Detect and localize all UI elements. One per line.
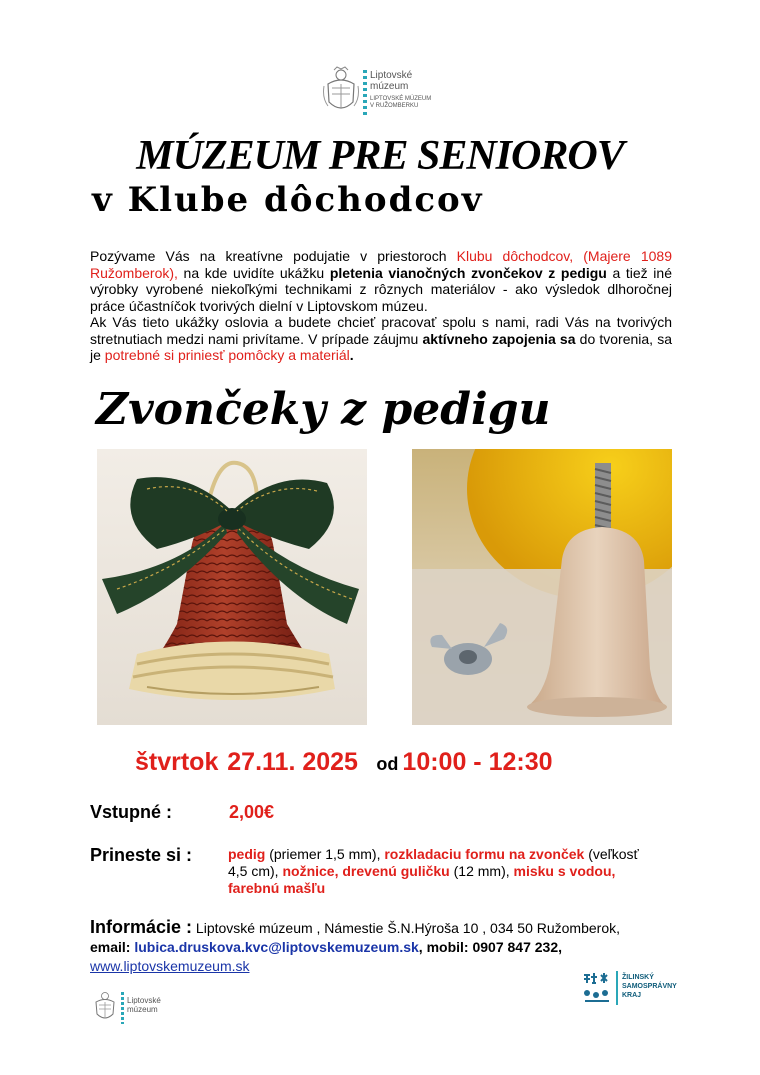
main-title: MÚZEUM PRE SENIOROV <box>136 133 624 179</box>
museum-logo-bottom <box>92 990 182 1030</box>
bring-item-scissors: nožnice, drevenú guličku <box>282 863 450 879</box>
intro-text-run: na kde uvidíte ukážku <box>177 264 330 281</box>
logo-name-line1: Liptovské <box>370 70 413 81</box>
region-logo <box>582 969 682 1011</box>
logo-name-line2: múzeum <box>370 81 409 92</box>
region-name <box>622 973 677 1000</box>
region-emblem-icon <box>582 971 612 1007</box>
event-date: 27.11. 2025 <box>227 748 358 776</box>
fee-label: Vstupné : <box>90 802 173 822</box>
website-link[interactable]: www.liptovskemuzeum.sk <box>90 958 250 974</box>
bring-materials-note: potrebné si priniesť pomôcky a materiál <box>104 347 350 363</box>
intro-text-run: Ak Vás tieto ukážky oslovia a budete chcieť pracovať spolu s nami, radi Vás na tvorivých stretnutiach medzi nami privítame. V prípade záujmu <box>90 314 672 347</box>
logo-sub-line2: V RUŽOMBERKU <box>370 103 419 109</box>
bring-list <box>228 846 658 897</box>
region-logo-divider <box>616 971 618 1005</box>
intro-text <box>90 248 672 364</box>
participation-highlight: aktívneho zapojenia sa <box>422 330 576 347</box>
logo-sub-line1: LIPTOVSKÉ MÚZEUM <box>370 96 432 102</box>
region-name-line2: SAMOSPRÁVNY <box>622 983 677 990</box>
bring-item-form: rozkladaciu formu na zvonček <box>384 846 585 862</box>
fee-value: 2,00€ <box>229 802 275 822</box>
bring-label: Prineste si : <box>90 845 193 865</box>
crest-icon <box>322 66 360 120</box>
event-day: štvrtok <box>135 748 219 776</box>
logo-subtitle <box>370 96 450 110</box>
logo-name-line2: múzeum <box>127 1005 158 1014</box>
subtitle: v Klube dôchodcov <box>92 180 484 220</box>
museum-logo-top <box>322 66 452 122</box>
info-address: Liptovské múzeum , Námestie Š.N.Hýroša 10 , 034 50 Ružomberok, <box>192 920 620 936</box>
logo-name <box>127 996 161 1014</box>
intro-text-run: do tvorenia, sa je <box>90 330 673 363</box>
region-name-line3: KRAJ <box>622 992 642 999</box>
intro-paragraph-1 <box>90 248 672 314</box>
workshop-highlight: pletenia vianočných zvončekov z pedigu <box>329 264 607 281</box>
email-label: email: <box>90 939 135 955</box>
logo-divider <box>121 992 124 1024</box>
wicker-bell-photo <box>97 449 367 725</box>
bring-detail: (priemer 1,5 mm), <box>265 846 385 862</box>
email-link[interactable]: lubica.druskova.kvc@liptovskemuzeum.sk <box>134 939 419 955</box>
time-from-label: od <box>376 754 399 774</box>
intro-text-run: . <box>349 347 354 363</box>
venue-address: Klubu dôchodcov, (Majere 1089 Ružomberok), <box>90 248 672 281</box>
intro-paragraph-2 <box>90 314 672 364</box>
logo-divider <box>363 70 367 118</box>
bring-detail: (veľkosť 4,5 cm), <box>228 846 639 879</box>
contact-info <box>90 918 690 976</box>
event-title: Zvončeky z pedigu <box>96 384 551 435</box>
crest-icon <box>92 990 118 1026</box>
event-time: 10:00 - 12:30 <box>402 748 553 776</box>
wooden-bell-form-photo <box>412 449 672 725</box>
logo-name <box>370 70 412 92</box>
region-name-line1: ŽILINSKÝ <box>622 974 654 981</box>
phone-number: , mobil: 0907 847 232, <box>418 939 562 955</box>
intro-text-run: Pozývame Vás na kreatívne podujatie v priestoroch <box>90 248 457 264</box>
event-datetime <box>135 748 553 777</box>
intro-text-run: a tiež iné výrobky vyrobené niekoľkými technikami z rôznych materiálov - ako výsledok dlhoročnej práce účastníčok tvorivých dielní v Liptovskom múzeu. <box>90 264 672 314</box>
info-label: Informácie : <box>90 917 193 937</box>
bring-item-pedig: pedig <box>228 846 266 862</box>
bring-item-bowl: misku s vodou, farebnú mašľu <box>228 863 616 896</box>
bring-detail: (12 mm), <box>449 863 514 879</box>
logo-name-line1: Liptovské <box>127 996 161 1005</box>
